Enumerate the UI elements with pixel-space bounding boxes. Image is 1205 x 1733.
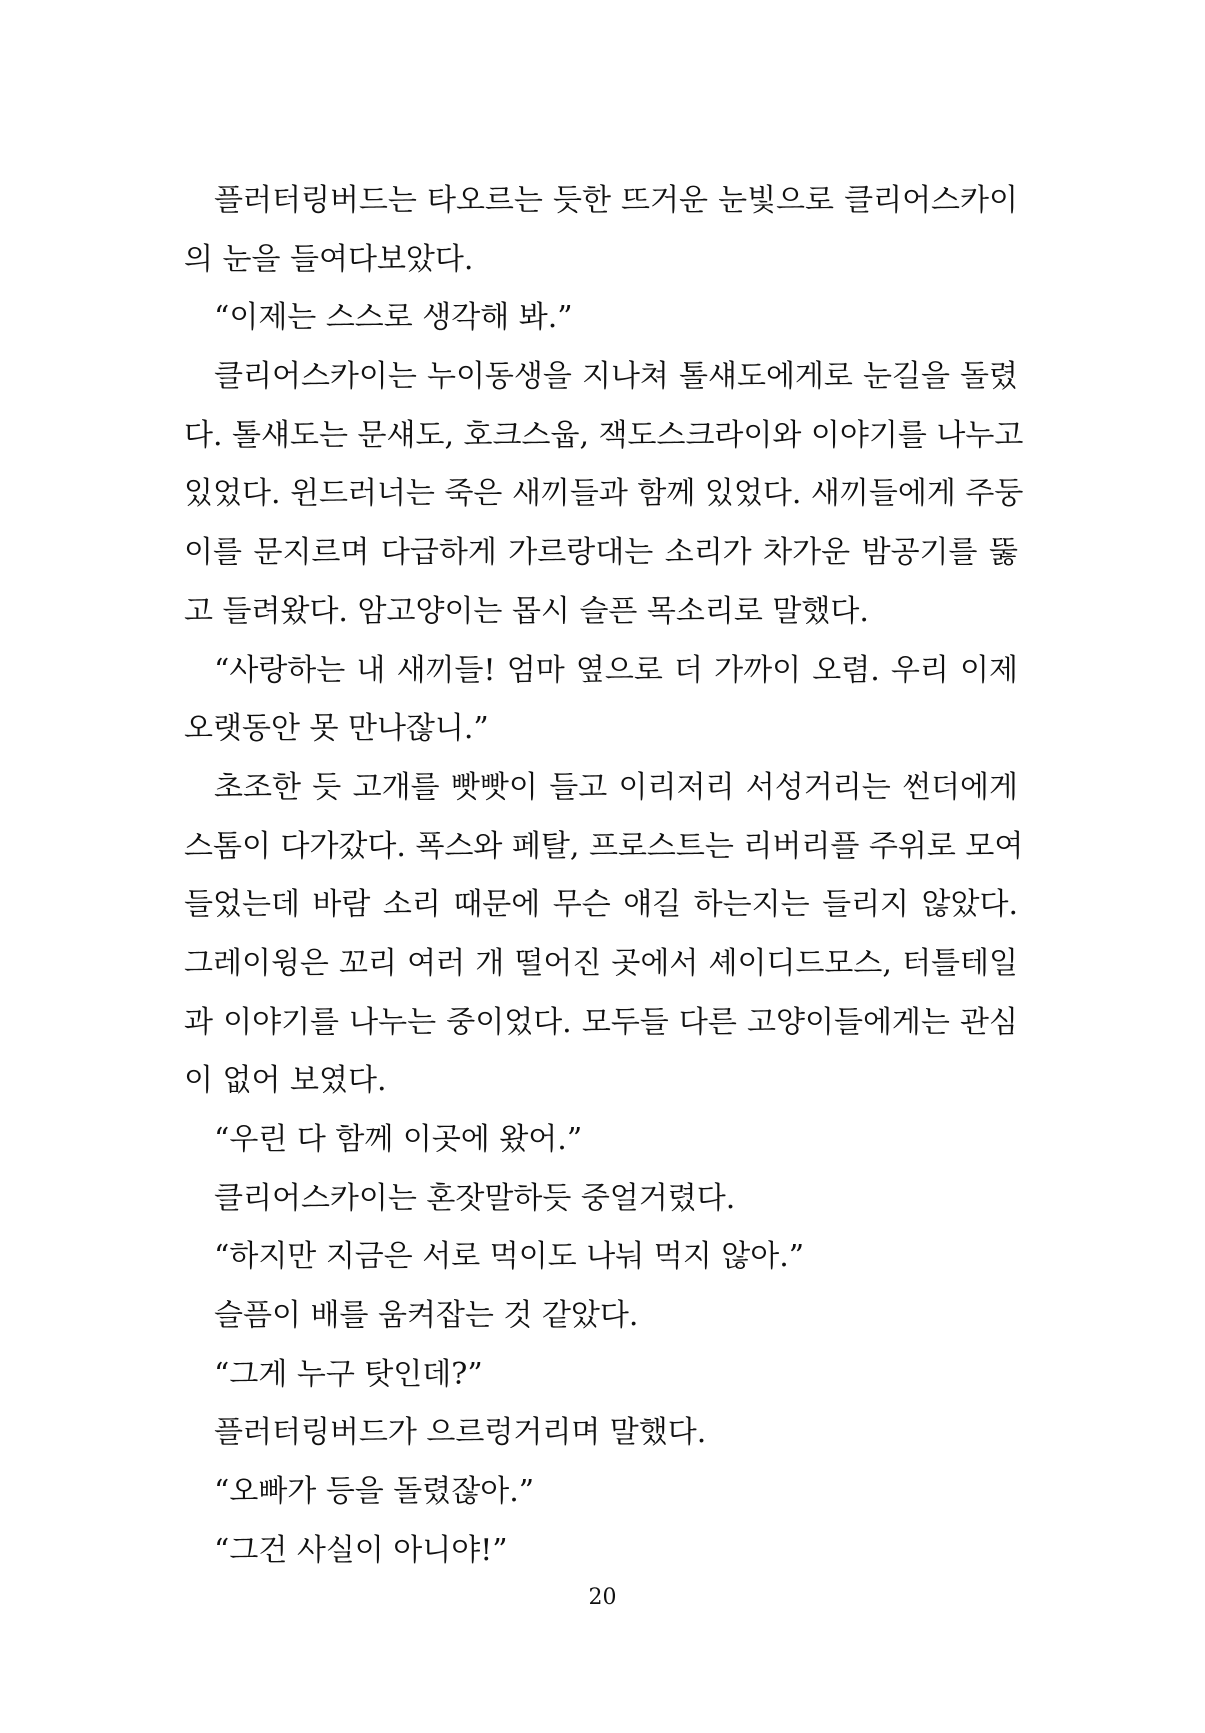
text-line: 슬픔이 배를 움켜잡는 것 같았다. <box>214 1298 639 1334</box>
page-number: 20 <box>588 1585 617 1610</box>
text-line: 클리어스카이는 누이동생을 지나쳐 톨섀도에게로 눈길을 돌렸 <box>214 359 1018 395</box>
text-line: “하지만 지금은 서로 먹이도 나눠 먹지 않아.” <box>214 1239 805 1275</box>
text-line: 플러터링버드가 으르렁거리며 말했다. <box>214 1415 707 1451</box>
text-line: 다. 톨섀도는 문섀도, 호크스웁, 잭도스크라이와 이야기를 나누고 <box>184 417 1024 453</box>
text-line: 고 들려왔다. 암고양이는 몹시 슬픈 목소리로 말했다. <box>184 593 869 629</box>
text-line: 초조한 듯 고개를 빳빳이 들고 이리저리 서성거리는 썬더에게 <box>214 769 1018 805</box>
text-line: 이 없어 보였다. <box>184 1063 387 1099</box>
text-line: “오빠가 등을 돌렸잖아.” <box>214 1474 535 1510</box>
text-line: 이를 문지르며 다급하게 가르랑대는 소리가 차가운 밤공기를 뚫 <box>184 535 1018 571</box>
body-text <box>184 172 1024 1581</box>
text-line: 들었는데 바람 소리 때문에 무슨 얘길 하는지는 들리지 않았다. <box>184 887 1018 923</box>
text-line: 플러터링버드는 타오르는 듯한 뜨거운 눈빛으로 클리어스카이 <box>214 183 1018 218</box>
text-line: 과 이야기를 나누는 중이었다. 모두들 다른 고양이들에게는 관심 <box>184 1004 1018 1040</box>
text-line: “이제는 스스로 생각해 봐.” <box>214 300 573 336</box>
text-line: “그게 누구 탓인데?” <box>214 1356 483 1392</box>
text-line: 그레이윙은 꼬리 여러 개 떨어진 곳에서 셰이디드모스, 터틀테일 <box>184 945 1018 981</box>
text-line: 클리어스카이는 혼잣말하듯 중얼거렸다. <box>214 1180 736 1216</box>
text-line: 스톰이 다가갔다. 폭스와 페탈, 프로스트는 리버리플 주위로 모여 <box>184 828 1024 864</box>
text-line: 의 눈을 들여다보았다. <box>184 241 474 277</box>
text-line: 있었다. 윈드러너는 죽은 새끼들과 함께 있었다. 새끼들에게 주둥 <box>184 476 1024 512</box>
text-line: 오랫동안 못 만나잖니.” <box>184 711 489 747</box>
text-line: “우린 다 함께 이곳에 왔어.” <box>214 1122 583 1157</box>
text-line: “사랑하는 내 새끼들! 엄마 옆으로 더 가까이 오렴. 우리 이제 <box>214 652 1018 688</box>
text-line: “그건 사실이 아니야!” <box>214 1532 508 1568</box>
